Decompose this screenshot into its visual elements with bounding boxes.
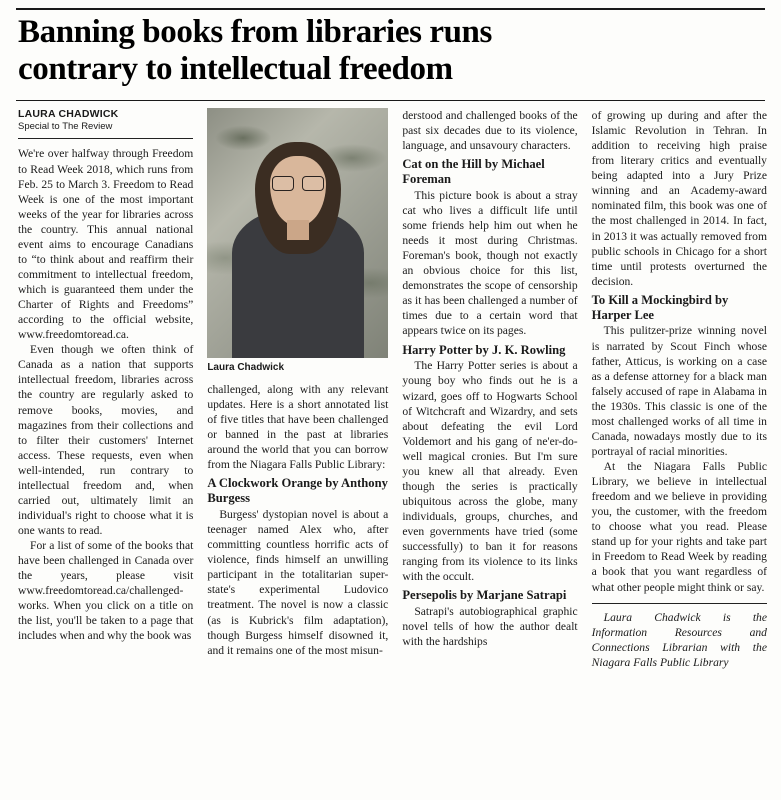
paragraph: The Harry Potter series is about a young boy who finds out he is a wizard, goes off to Hogwarts School of Witchcraft and Wizardry, and sets about defeating the evil Lord Voldemort and his gang of ne'er-do-well magical cronies. But I'm sure you knew all that already. Even though the series is practically ubiquitous across the globe, many individuals, groups, churches, and even governments have tried (some successfully) to ban it for reasons ranging from its violence to its links with the occult. bbox=[402, 359, 578, 584]
eyeglasses-icon bbox=[272, 176, 324, 189]
byline-divider bbox=[18, 138, 193, 139]
paragraph: This pulitzer-prize winning novel is narrated by Scout Finch whose father, Atticus, is working on a case as a defense attorney for a black man falsely accused of rape in Alabama in the 1930s. This classic is one of the most challenged works of all time in Canada, nowadays mostly due to its portrayal of racial minorities. bbox=[591, 324, 767, 458]
paragraph: of growing up during and after the Islamic Revolution in Tehran. In addition to receiving high praise from literary critics and eventually being adapted into a Jury Prize winning and an Academy-award nominated film, this book was one of the most challenged in 2014. In fact, in 2013 it was actually removed from public schools in Chicago for a short time until protests overturned the decision. bbox=[591, 109, 767, 288]
headline-line-2: contrary to intellectual freedom bbox=[18, 50, 453, 87]
byline-author: LAURA CHADWICK bbox=[18, 108, 119, 120]
paragraph: Satrapi's autobiographical graphic novel tells of how the author dealt with the hardships bbox=[402, 605, 578, 649]
paragraph: derstood and challenged books of the past six decades due to its violence, language, and unsavoury characters. bbox=[402, 109, 578, 153]
paragraph: At the Niagara Falls Public Library, we believe in intellectual freedom and we believe in providing you, the customer, with the freedom to choose what you read. Please stand up for your rights and take part in Freedom to Read Week by reading a book that you want regardless of what other people might think or say. bbox=[591, 460, 767, 594]
column-4 bbox=[592, 108, 767, 794]
book-subhead: Harry Potter by J. K. Rowling bbox=[402, 342, 566, 357]
paragraph: challenged, along with any relevant updates. Here is a short annotated list of five titles that have been challenged or banned in the past at libraries around the world that you can borrow from the Niagara Falls Public Library: bbox=[207, 383, 389, 472]
portrait-neck bbox=[287, 220, 309, 240]
book-subhead: Cat on the Hill by Michael Foreman bbox=[402, 157, 545, 187]
paragraph: This picture book is about a stray cat who lives a difficult life until some friends help him out when he needs it most during Christmas. Foreman's book, though not exactly an obvious choice for this list, demonstrates the scope of censorship as it has been challenged a number of times due to a certain word that appears twice on its pages. bbox=[402, 188, 578, 338]
top-divider bbox=[16, 8, 765, 10]
author-note-divider bbox=[592, 603, 767, 604]
laura-chadwick-portrait bbox=[207, 108, 388, 358]
headline-line-1: Banning books from libraries runs bbox=[18, 14, 492, 50]
paragraph: We're over halfway through Freedom to Read Week 2018, which runs from Feb. 25 to March 3. Freedom to Read Week is one of the most important weeks of the year for libraries across the country. This annual national event aims to encourage Canadians to “to think about and reaffirm their commitment to intellectual freedom, which is guaranteed them under the Charter of Rights and Freedoms” according to the official website, www.freedomtoread.ca. bbox=[18, 147, 194, 342]
headline-divider bbox=[16, 100, 765, 101]
article-columns bbox=[18, 108, 767, 794]
column-3 bbox=[402, 108, 577, 794]
page-title bbox=[18, 14, 763, 88]
column-2 bbox=[207, 108, 388, 794]
book-subhead: To Kill a Mockingbird by Harper Lee bbox=[591, 292, 729, 322]
paragraph: For a list of some of the books that have been challenged in Canada over the years, please visit www.freedomtoread.ca/challenged-works. When you click on a title on the list, you'll be taken to a page that includes when and why the book was bbox=[18, 539, 194, 643]
book-subhead: A Clockwork Orange by Anthony Burgess bbox=[207, 476, 388, 506]
column-1 bbox=[18, 108, 193, 794]
article-photo-block bbox=[207, 108, 388, 374]
byline-credit: Special to The Review bbox=[18, 120, 113, 132]
photo-caption: Laura Chadwick bbox=[207, 362, 285, 373]
paragraph: Even though we often think of Canada as a nation that supports intellectual freedom, libraries across the country are regularly asked to remove books, movies, and magazines from their collections and to filter their customers' Internet access. These requests, even when well-intended, run contrary to intellectual freedom and, when carried out, ultimately limit an individual's right to choose what it is one wants to read. bbox=[18, 343, 194, 538]
author-note: Laura Chadwick is the Information Resources and Connections Librarian with the Niagara Falls Public Library bbox=[591, 610, 767, 669]
paragraph: Burgess' dystopian novel is about a teenager named Alex who, after committing countless horrific acts of violence, finds himself an unwilling participant in the totalitarian super-state's experimental Ludovico treatment. The novel is now a classic (as is Kubrick's film adaptation), though Burgess himself disowned it, and it remains one of the most misun- bbox=[207, 508, 389, 657]
book-subhead: Persepolis by Marjane Satrapi bbox=[402, 588, 567, 603]
